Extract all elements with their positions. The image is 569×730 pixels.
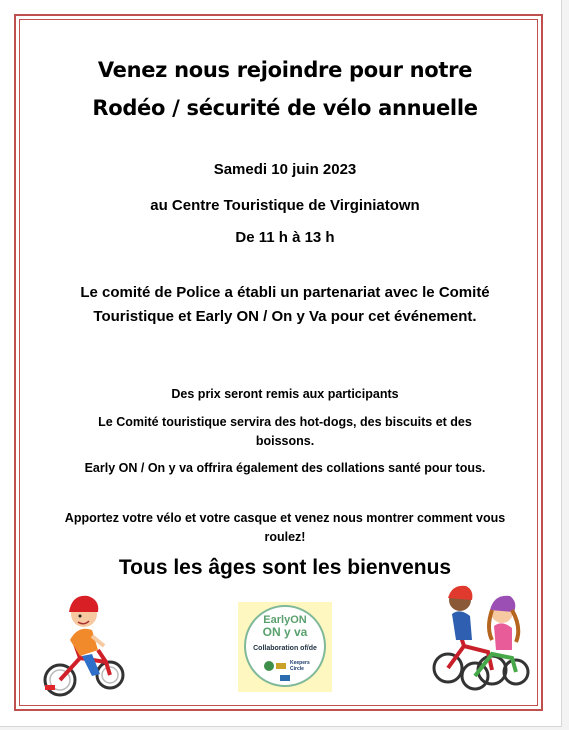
logo-keepers-line2: Circle [290, 666, 304, 672]
children-bikes-right-image [430, 580, 530, 695]
event-hours: De 11 h à 13 h [235, 229, 335, 246]
poster-title-line1: Venez nous rejoindre pour notre [97, 58, 473, 82]
logo-brand-line1: EarlyON [263, 614, 307, 626]
partner-small-logo-icon [280, 675, 290, 681]
earlyon-logo [238, 602, 332, 692]
food-text: Le Comité touristique servira des hot-dogs, des biscuits et des boissons. [98, 415, 472, 448]
early-on-text: Early ON / On y va offrira également des collations santé pour tous. [84, 461, 486, 475]
logo-brand-line2: ON y va [262, 625, 308, 639]
partner-flag-icon [276, 663, 286, 669]
partnership-text: Le comité de Police a établi un partenariat avec le Comité Touristique et Early ON / On y Va pour cet événement. [80, 284, 490, 325]
poster-title-line2: Rodéo / sécurité de vélo annuelle [92, 96, 478, 120]
bring-bike-text: Apportez votre vélo et votre casque et venez nous montrer comment vous roulez! [64, 511, 506, 544]
prizes-text: Des prix seront remis aux participants [171, 387, 399, 401]
logo-badge [244, 605, 326, 687]
logo-collab-text: Collaboration of/de [253, 645, 317, 652]
welcome-heading: Tous les âges sont les bienvenus [118, 556, 452, 579]
child-bike-left-image [40, 580, 130, 700]
partner-seal-icon [264, 661, 274, 671]
event-date: Samedi 10 juin 2023 [213, 161, 357, 178]
logo-keepers-line1: Keepers [290, 660, 310, 666]
event-place: au Centre Touristique de Virginiatown [150, 197, 420, 214]
